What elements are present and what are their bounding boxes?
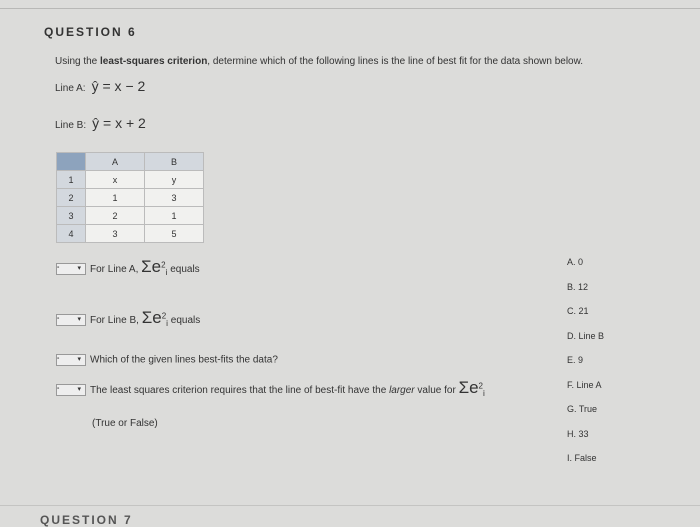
table-row	[57, 207, 204, 225]
answer-option: B. 12	[567, 282, 589, 292]
data-table	[56, 152, 204, 243]
subscript: i	[483, 388, 485, 398]
sigma-symbol: Σ	[141, 257, 152, 276]
table-row	[57, 171, 204, 189]
line-a-equation: ŷ = x − 2	[91, 78, 146, 94]
answer-option: I. False	[567, 453, 597, 463]
cell: 3	[145, 189, 204, 207]
sigma-symbol: Σ	[141, 308, 153, 327]
prompt-text: Using the	[55, 56, 101, 67]
e-symbol: e	[469, 378, 479, 397]
question-title: QUESTION 6	[44, 25, 137, 39]
table-row	[57, 225, 204, 243]
answer-option: G. True	[567, 404, 598, 414]
e-symbol: e	[152, 308, 162, 327]
row-header: 1	[57, 171, 86, 189]
item-line-a	[56, 257, 200, 277]
row-header: 3	[57, 207, 86, 225]
prompt-bold: least-squares criterion	[100, 56, 208, 67]
prompt-text: , determine which of the following lines is the line of best fit for the data shown below.	[207, 56, 584, 67]
item-text: For Line A,	[90, 264, 139, 275]
item-text: equals	[170, 315, 201, 326]
cell: y	[145, 171, 204, 189]
item-text: equals	[170, 264, 200, 275]
line-a-label: Line A:	[55, 83, 86, 94]
answer-option: F. Line A	[567, 380, 602, 390]
answer-option: H. 33	[567, 429, 589, 439]
answer-option: C. 21	[567, 306, 589, 316]
corner-cell	[57, 153, 86, 171]
cell: 1	[145, 207, 204, 225]
item-text: value for	[414, 385, 456, 396]
item-text: For Line B,	[90, 315, 139, 326]
true-false-note: (True or False)	[92, 418, 158, 429]
divider	[0, 505, 700, 506]
exponent: 2	[478, 381, 483, 391]
item-line-b	[56, 308, 200, 328]
item-text: Which of the given lines best-fits the data?	[90, 354, 278, 366]
row-header: 2	[57, 189, 86, 207]
item-true-false	[56, 378, 485, 398]
answer-select[interactable]: - ▾	[56, 263, 86, 275]
line-b	[55, 115, 146, 131]
answer-option: D. Line B	[567, 331, 605, 341]
next-question-title: QUESTION 7	[40, 513, 133, 527]
cell: 2	[86, 207, 145, 225]
line-b-equation: ŷ = x + 2	[92, 115, 146, 131]
question-prompt	[55, 56, 583, 67]
item-emphasis: larger	[389, 385, 415, 396]
sigma-symbol: Σ	[458, 378, 470, 397]
item-text: The least squares criterion requires that the line of best-fit have the	[90, 385, 390, 396]
row-header: 4	[57, 225, 86, 243]
answer-option: A. 0	[567, 257, 584, 267]
table-row	[57, 153, 204, 171]
cell: x	[86, 171, 145, 189]
table-row	[57, 189, 204, 207]
answer-select[interactable]: - ▾	[56, 314, 86, 326]
cell: 1	[86, 189, 145, 207]
subscript: i	[166, 318, 168, 328]
divider	[0, 8, 700, 9]
line-a	[55, 78, 145, 94]
exponent: 2	[161, 311, 167, 321]
subscript: i	[165, 267, 168, 277]
answer-select[interactable]: - ▾	[56, 354, 86, 366]
line-b-label: Line B:	[55, 120, 87, 131]
cell: 3	[86, 225, 145, 243]
exponent: 2	[161, 260, 166, 270]
col-header: A	[86, 153, 145, 171]
col-header: B	[145, 153, 204, 171]
e-symbol: e	[151, 257, 162, 276]
answer-option: E. 9	[567, 355, 584, 365]
cell: 5	[145, 225, 204, 243]
answer-select[interactable]: - ▾	[56, 384, 86, 396]
item-best-fit	[56, 354, 278, 366]
